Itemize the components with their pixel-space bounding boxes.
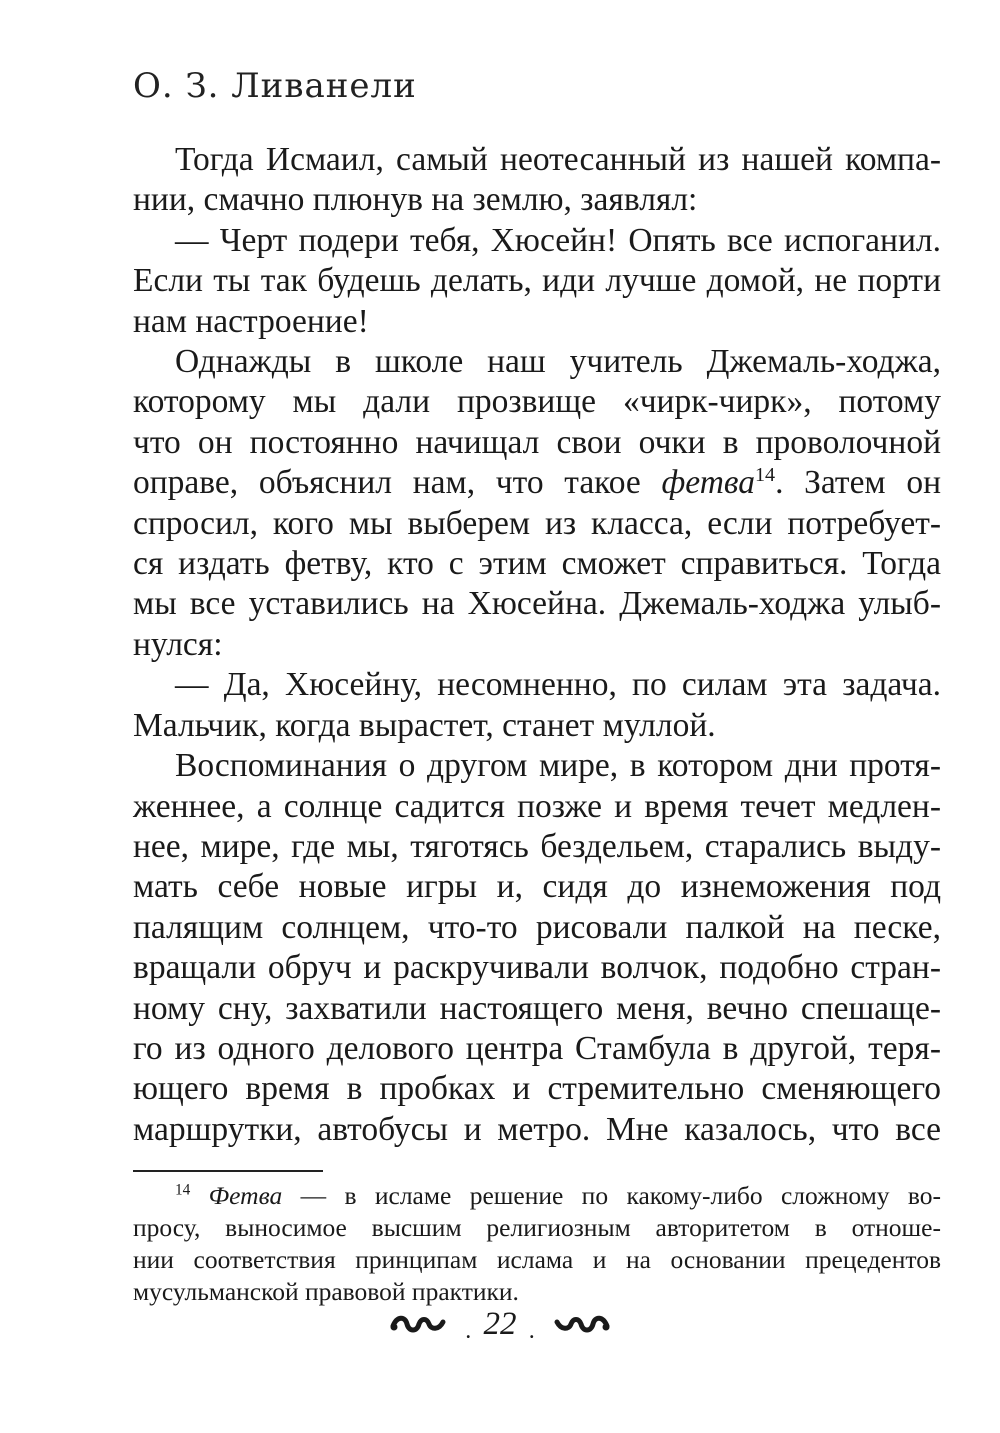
text-segment: оправе, объяснил нам, что такое — [133, 464, 641, 502]
footnote-line: нии соответствия принципам ислама и на основании прецедентов — [133, 1245, 941, 1274]
text-line: женнее, а солнце садится позже и время течет медлен- — [133, 787, 941, 825]
text-line: нии, смачно плюнув на землю, заявлял: — [133, 181, 698, 219]
footnote-ref[interactable]: 14 — [754, 464, 776, 487]
text-line: мать себе новые игры и, сидя до изнеможения под — [133, 868, 941, 906]
footnote-line — [133, 1180, 941, 1212]
text-line: Воспоминания о другом мире, в котором дни протя- — [175, 747, 941, 785]
fetva-term: фетва — [661, 464, 755, 502]
text-line: нее, мире, где мы, тяготясь бездельем, старались выду- — [133, 827, 941, 865]
page-folio — [0, 1306, 1000, 1345]
text-line: Однажды в школе наш учитель Джемаль-ходжа, — [175, 343, 941, 381]
text-line: — Да, Хюсейну, несомненно, по силам эта задача. — [175, 666, 941, 704]
text-line: Если ты так будешь делать, иди лучше домой, не порти — [133, 262, 941, 300]
footnote-line: просу, выносимое высшим религиозным авторитетом в отноше- — [133, 1213, 941, 1242]
right-ornament-icon — [553, 1308, 611, 1345]
text-line: спросил, кого мы выберем из класса, если потребует- — [133, 504, 941, 542]
text-line: Мальчик, когда вырастет, станет муллой. — [133, 706, 716, 744]
page-number: 22 — [483, 1306, 517, 1342]
text-line: что он постоянно начищал свои очки в проволочной — [133, 423, 941, 461]
footnote-term: Фетва — [208, 1181, 283, 1210]
text-line: ному сну, захватили настоящего меня, вечно спешаще- — [133, 989, 941, 1027]
text-line: которому мы дали прозвище «чирк-чирк», потому — [133, 383, 941, 421]
text-line: Тогда Исмаил, самый неотесанный из нашей компа- — [175, 141, 941, 178]
main-text — [133, 140, 941, 1150]
footnote-number: 14 — [175, 1181, 191, 1199]
left-ornament-icon — [389, 1308, 447, 1345]
text-line: ся издать фетву, кто с этим сможет справиться. Тогда — [133, 545, 941, 583]
text-line: ющего время в пробках и стремительно сменяющего — [133, 1070, 941, 1108]
footnote-divider — [133, 1170, 323, 1172]
text-line: го из одного делового центра Стамбула в другой, теря- — [133, 1029, 941, 1067]
folio-dot: . — [465, 1318, 472, 1344]
text-line-with-footnote-ref — [133, 463, 941, 503]
text-line: нам настроение! — [133, 302, 369, 340]
text-line: — Черт подери тебя, Хюсейн! Опять все испоганил. — [175, 221, 941, 259]
text-line: маршрутки, автобусы и метро. Мне казалось, что все — [133, 1110, 941, 1148]
text-segment: . Затем он — [775, 464, 942, 502]
text-line: нулся: — [133, 625, 223, 663]
text-line: вращали обруч и раскручивали волчок, подобно стран- — [133, 949, 941, 987]
text-line: мы все уставились на Хюсейна. Джемаль-ходжа улыб- — [133, 585, 941, 623]
folio-dot: . — [528, 1318, 535, 1344]
running-head: О. З. Ливанели — [133, 66, 417, 106]
footnote-line: мусульманской правовой практики. — [133, 1277, 519, 1306]
footnote — [133, 1180, 941, 1308]
footnote-text: — в исламе решение по какому-либо сложному во- — [282, 1181, 942, 1210]
text-line: палящим солнцем, что-то рисовали палкой на песке, — [133, 908, 941, 946]
